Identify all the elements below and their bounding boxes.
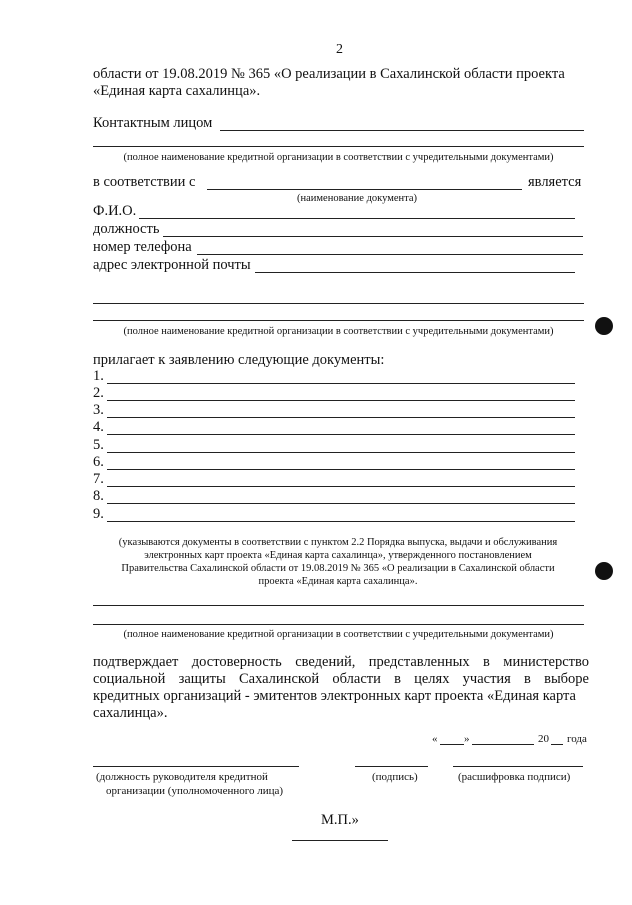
stamp-line (292, 840, 388, 841)
doc-row[interactable] (93, 402, 583, 419)
doc-row[interactable] (93, 437, 583, 454)
contact-label: Контактным лицом (93, 115, 213, 131)
date-day-line[interactable] (440, 744, 464, 745)
according-label: в соответствии с (93, 174, 196, 190)
date-year-line[interactable] (551, 744, 563, 745)
page-number: 2 (336, 42, 343, 57)
stamp-label: М.П.» (321, 812, 359, 828)
email-label: адрес электронной почты (93, 257, 251, 273)
note-line-1: (указываются документы в соответствии с пунктом 2.2 Порядка выпуска, выдачи и обслуживания (118, 537, 558, 548)
is-label: является (528, 174, 582, 190)
doc-number: 1. (93, 368, 104, 384)
org-name-line-1[interactable] (93, 146, 584, 147)
position-label: должность (93, 221, 160, 237)
org-name-line-2a[interactable] (93, 303, 584, 304)
doc-row[interactable] (93, 454, 583, 471)
doc-number: 5. (93, 437, 104, 453)
position-field[interactable] (93, 221, 583, 238)
phone-field[interactable] (93, 239, 583, 256)
doc-row[interactable] (93, 419, 583, 436)
intro-line-2: «Единая карта сахалинца». (93, 83, 261, 99)
attach-heading: прилагает к заявлению следующие документы: (93, 352, 385, 368)
date-year-prefix: 20 (538, 733, 549, 745)
date-open-quote: « (432, 733, 438, 745)
doc-number: 2. (93, 385, 104, 401)
doc-line[interactable] (107, 452, 575, 453)
doc-line[interactable] (107, 521, 575, 522)
doc-number: 7. (93, 471, 104, 487)
fio-field[interactable] (93, 203, 583, 220)
org-name-line-3b[interactable] (93, 624, 584, 625)
doc-number: 9. (93, 506, 104, 522)
org-caption-3: (полное наименование кредитной организации в соответствии с учредительными документами) (123, 629, 554, 640)
sign-line[interactable] (355, 766, 428, 767)
doc-number: 8. (93, 488, 104, 504)
doc-row[interactable] (93, 471, 583, 488)
doc-line[interactable] (107, 503, 575, 504)
position-line[interactable] (163, 236, 583, 237)
punch-hole-dot-1 (595, 317, 613, 335)
date-year-label: года (567, 733, 587, 745)
doc-number: 4. (93, 419, 104, 435)
intro-line-1: области от 19.08.2019 № 365 «О реализации в Сахалинской области проекта (93, 66, 565, 82)
org-name-line-2b[interactable] (93, 320, 584, 321)
doc-line[interactable] (107, 469, 575, 470)
org-caption-2: (полное наименование кредитной организации в соответствии с учредительными документами) (123, 326, 554, 337)
doc-line[interactable] (107, 486, 575, 487)
confirm-line-3: кредитных организаций - эмитентов электронных карт проекта «Единая карта (93, 688, 576, 704)
org-caption-1: (полное наименование кредитной организации в соответствии с учредительными документами) (123, 152, 554, 163)
doc-row[interactable] (93, 488, 583, 505)
date-month-line[interactable] (472, 744, 534, 745)
fio-line[interactable] (139, 218, 575, 219)
note-line-2: электронных карт проекта «Единая карта сахалинца», утвержденного постановлением (144, 550, 532, 561)
contact-input-line[interactable] (220, 130, 584, 131)
note-line-4: проекта «Единая карта сахалинца». (258, 576, 418, 587)
doc-row[interactable] (93, 506, 583, 523)
decode-caption: (расшифровка подписи) (458, 771, 571, 783)
confirm-line-4: сахалинца». (93, 705, 168, 721)
position-caption-2: организации (уполномоченного лица) (106, 785, 284, 797)
document-name-line[interactable] (207, 189, 522, 190)
doc-line[interactable] (107, 383, 575, 384)
note-line-3: Правительства Сахалинской области от 19.08.2019 № 365 «О реализации в Сахалинской области (121, 563, 555, 574)
doc-line[interactable] (107, 417, 575, 418)
org-name-line-3a[interactable] (93, 605, 584, 606)
doc-line[interactable] (107, 434, 575, 435)
email-line[interactable] (255, 272, 575, 273)
confirm-line-1: подтверждает достоверность сведений, представленных в министерство (93, 654, 589, 670)
date-close-quote: » (464, 733, 470, 745)
doc-number: 6. (93, 454, 104, 470)
position-signature-line[interactable] (93, 766, 299, 767)
phone-label: номер телефона (93, 239, 192, 255)
doc-line[interactable] (107, 400, 575, 401)
sign-caption: (подпись) (372, 771, 418, 783)
position-caption-1: (должность руководителя кредитной (96, 771, 268, 783)
confirm-line-2: социальной защиты Сахалинской области в целях участия в выборе (93, 671, 589, 687)
doc-caption: (наименование документа) (297, 193, 418, 204)
doc-row[interactable] (93, 368, 583, 385)
fio-label: Ф.И.О. (93, 203, 137, 219)
doc-number: 3. (93, 402, 104, 418)
decode-line[interactable] (453, 766, 583, 767)
phone-line[interactable] (197, 254, 583, 255)
doc-row[interactable] (93, 385, 583, 402)
email-field[interactable] (93, 257, 583, 274)
punch-hole-dot-2 (595, 562, 613, 580)
